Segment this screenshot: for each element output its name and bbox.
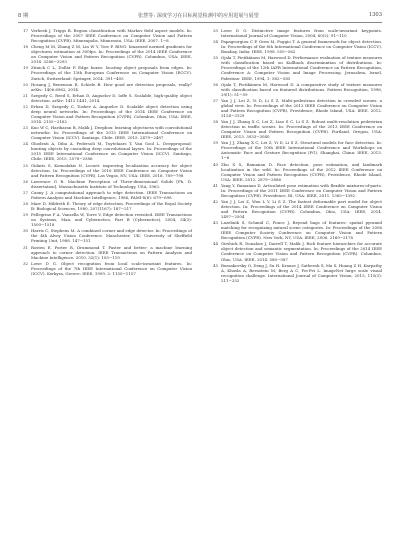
reference-number: 26 [22,178,28,184]
reference-text: Ojala T, Pietikäinen M, Harwood D. A comparative study of texture measures with classification based on featured distributions. Pattern Recognition, 1996, 29(1): 51−59 [221,81,382,97]
reference-item [18,261,192,276]
reference-item [208,82,382,97]
reference-number: 37 [212,97,218,103]
reference-number: 31 [22,244,28,250]
reference-number: 44 [212,241,218,247]
reference-item [18,125,192,140]
reference-item [18,245,192,260]
reference-item [18,82,192,92]
reference-number: 41 [212,182,218,188]
reference-text: Lawrence G R. Machine Perception of Three-dimensional Solids [Ph. D. dissertation], Massachusetts Institute of Technology, USA, 1963. [31,178,192,189]
reference-number: 39 [212,140,218,146]
reference-text: Russakovsky O, Deng J, Su H, Krause J, Satheesh S, Ma S, Huang Z H, Karpathy A, Khosla A, Bernstein M, Berg A C, Fei-Fei L. ImageNet large scale visual recognition challenge. International Journal of Computer Vision, 2015, 115(3): 211−252 [221,262,382,283]
reference-number: 25 [22,162,28,168]
reference-text: Zitnick C L, Dollár P. Edge boxes: locating object proposals from edges. In: Proceedings of the 13th European Conference on Computer Vision (ECCV). Zurich, Switzerland: Springer, 2014. 391−405 [31,65,192,81]
reference-item [18,44,192,64]
reference-number: 30 [22,228,28,234]
reference-number: 22 [22,103,28,109]
reference-text: Lazebnik S, Schmid C, Ponce J. Beyond bags of features: spatial pyramid matching for recognizing natural scene categories. In: Proceedings of the 2006 IEEE Computer Society Conference on Computer Vision and Pattern Recognition (CVPR). New York, NY, USA: IEEE, 2006. 2169−2178 [221,220,382,241]
reference-item [18,190,192,200]
reference-text: Papageorgiou C P, Oren M, Poggio T. A general framework for object detection. In: Proceedings of the 6th International Conference on Computer Vision (ICCV). Bombay, India: IEEE, 1998. 555−562 [221,39,382,55]
running-title: 张慧等: 深度学习在目标视觉检测中的应用进展与展望 [138,12,259,19]
reference-text: Gidaris S, Komodakis N. Locnet: improving localization accuracy for object detection. In: Proceedings of the 2016 IEEE Conference on Computer Vision and Pattern Recognition (CVPR). Las Vegas, NV, USA: IEEE, 2016. 789−798 [31,162,192,178]
reference-number: 36 [212,81,218,87]
reference-item [208,119,382,139]
reference-item [18,93,192,103]
header-rule [18,22,382,23]
reference-item [18,179,192,189]
reference-text: Lowe D G. Object recognition from local scale-invariant features. In: Proceedings of the 7th IEEE International Conference on Computer Vision (ICCV). Kerkyra, Greece: IEEE, 1999, 2: 1150−1157 [31,260,192,276]
reference-item [208,55,382,80]
reference-number: 34 [212,39,218,45]
reference-number: 20 [22,81,28,87]
reference-text: Szegedy C, Reed S, Erhan D, Anguelov D, Ioffe S. Scalable, high-quality object detection. arXiv: 1412.1441, 2014. [31,92,192,103]
reference-item [18,228,192,243]
reference-item [18,212,192,227]
reference-number: 33 [212,28,218,33]
reference-number: 32 [22,260,28,266]
reference-number: 45 [212,262,218,268]
reference-item [208,241,382,261]
reference-item [208,199,382,219]
reference-item [18,163,192,178]
reference-text: Cheng M M, Zhang Z M, Lin W Y, Torr P. BING: binarized normed gradients for objectness estimation at 300fps. In: Proceedings of the 2014 IEEE Conference on Computer Vision and Pattern Recognition (CVPR). Columbus, USA: IEEE, 2014. 3286−3293 [31,44,192,65]
reference-item [208,183,382,198]
reference-text: Ghodrati A, Diba A, Pedersoli M, Tuytelaars T, Van Gool L. Deepproposal: hunting objects by cascading deep convolutional layers. In: Proceedings of the 2015 IEEE International Conference on Computer Vision (ICCV). Santiago, Chile: IEEE, 2015. 2578−2586 [31,141,192,162]
reference-item [208,263,382,283]
reference-text: Yan J J, Lei Z, Yi D, Li S Z. Multi-pedestrian detection in crowded scenes: a global view. In: Proceedings of the 2012 IEEE Conference on Computer Vision and Pattern Recognition (CVPR). Providence, Rhode Island, USA: IEEE, 2012. 3124−3129 [221,97,382,118]
reference-number: 42 [212,198,218,204]
reference-text: Yan J J, Zhang X C, Lei Z, Liao S C, Li S Z. Robust multi-resolution pedestrian detection in traffic scenes. In: Proceedings of the 2013 IEEE Conference on Computer Vision and Pattern Recognition (CVPR). Portland, Oregon, USA: IEEE, 2013. 3033−3040 [221,119,382,140]
reference-number: 38 [212,119,218,125]
reference-text: Kuo W C, Hariharan B, Malik J. Deepbox: learning objectness with convolutional networks. In: Proceedings of the 2015 IEEE International Conference on Computer Vision (ICCV). Santiago, Chile: IEEE, 2015. 2479−2487 [31,125,192,141]
reference-item [18,65,192,80]
reference-number: 23 [22,125,28,131]
reference-item [18,201,192,211]
references-left-column [18,28,192,277]
reference-item [208,39,382,54]
reference-item [208,220,382,240]
page-number: 1303 [368,12,382,18]
reference-text: Girshick R, Donahue J, Darrell T, Malik J. Rich feature hierarchies for accurate object detection and semantic segmentation. In: Proceedings of the 2014 IEEE Conference on Computer Vision and Pattern Recognition (CVPR). Columbus, Ohio, USA: IEEE, 2014. 580−587 [221,241,382,262]
reference-text: Erhan D, Szegedy C, Toshev A, Anguelov D. Scalable object detection using deep neural networks. In: Proceedings of the 2014 IEEE Conference on Computer Vision and Pattern Recognition (CVPR). Columbus, Ohio, USA: IEEE, 2014. 2155−2162 [31,103,192,125]
reference-number: 35 [212,55,218,61]
reference-item [18,141,192,161]
reference-text: Lowe D G. Distinctive image features from scale-invariant keypoints. International Journal of Computer Vision, 2004, 60(2): 91−110 [221,28,382,39]
reference-number: 18 [22,44,28,50]
reference-item [208,98,382,118]
reference-text: Rosten E, Porter R, Drummond T. Faster and better: a machine learning approach to corner detection. IEEE Transactions on Pattern Analysis and Machine Intelligence, 2010, 32(1): 105−119 [31,244,192,260]
reference-text: Pellegrino F A, Vanzella W, Torre V. Edge detection revisited. IEEE Transactions on Systems, Man, and Cybernetics, Part B (Cybernetics), 2004, 34(3): 1500−1518 [31,212,192,228]
reference-item [208,28,382,38]
reference-text: Harris C, Stephens M. A combined corner and edge detector. In: Proceedings of the 4th Alvey Vision Conference. Manchester, UK: University of Sheffield Printing Unit, 1988. 147−151 [31,228,192,244]
reference-text: Zhu X X, Ramanan D. Face detection, pose estimation, and landmark localization in the wild. In: Proceedings of the 2012 IEEE Conference on Computer Vision and Pattern Recognition (CVPR). Providence, Rhode Island, USA: IEEE, 2012. 2879−2886 [221,161,382,182]
reference-number: 19 [22,65,28,71]
reference-item [208,162,382,182]
reference-number: 21 [22,92,28,98]
reference-item [18,104,192,124]
references-right-column [208,28,382,284]
reference-number: 43 [212,220,218,226]
reference-text: Ojala T, Pietikäinen M, Harwood D. Performance evaluation of texture measures with classification based on Kullback discrimination of distributions. In: Proceedings of the 12th IAPR International Conference on Pattern Recognition, Conference A: Computer Vision and Image Processing. Jerusalem, Israel, Palestine: IEEE, 1994, 1: 582−585 [221,55,382,81]
reference-text: Yan J J, Zhang X C, Lei Z, Yi D, Li S Z. Structural models for face detection. In: Proceedings of the 10th IEEE International Conference and Workshops on Automatic Face and Gesture Recognition (FG). Shanghai, China: IEEE, 2013. 1−6 [221,140,382,161]
reference-item [18,28,192,43]
reference-number: 24 [22,141,28,147]
reference-text: Hosang J, Benenson R, Schiele B. How good are detection proposals, really? arXiv: 1406.6962, 2014. [31,81,192,92]
reference-text: Yan J J, Lei Z, Wen L Y, Li S Z. The fastest deformable part model for object detection. In: Proceedings of the 2014 IEEE Conference on Computer Vision and Pattern Recognition (CVPR). Columbus, Ohio, USA: IEEE, 2014. 2497−2504 [221,198,382,220]
reference-text: Verbeek J, Triggs B. Region classification with Markov field aspect models. In: Proceedings of the 2007 IEEE Conference on Computer Vision and Pattern Recognition (CVPR). Minneapolis, Minnesota, USA: IEEE, 2007. 1−8 [31,28,192,44]
reference-item [208,140,382,160]
reference-text: Yang Y, Ramanan D. Articulated pose estimation with flexible mixtures-of-parts. In: Proceedings of the 2011 IEEE Conference on Computer Vision and Pattern Recognition (CVPR). Providence, RI, USA: IEEE, 2011. 1385−1392 [221,182,382,198]
page-header [18,9,382,21]
reference-number: 40 [212,161,218,167]
reference-text: Canny J. A computational approach to edge detection. IEEE Transactions on Pattern Analysis and Machine Intelligence, 1986, PAMI-8(6): 679−698 [31,189,192,200]
reference-text: Marr D, Hildreth E. Theory of edge detection. Proceedings of the Royal Society B: Biological Sciences, 1980, 207(1167): 187−217 [31,201,192,212]
reference-number: 27 [22,189,28,195]
reference-number: 29 [22,212,28,218]
reference-number: 28 [22,201,28,207]
reference-number: 17 [22,28,28,33]
issue-number: 8 期 [18,12,29,19]
